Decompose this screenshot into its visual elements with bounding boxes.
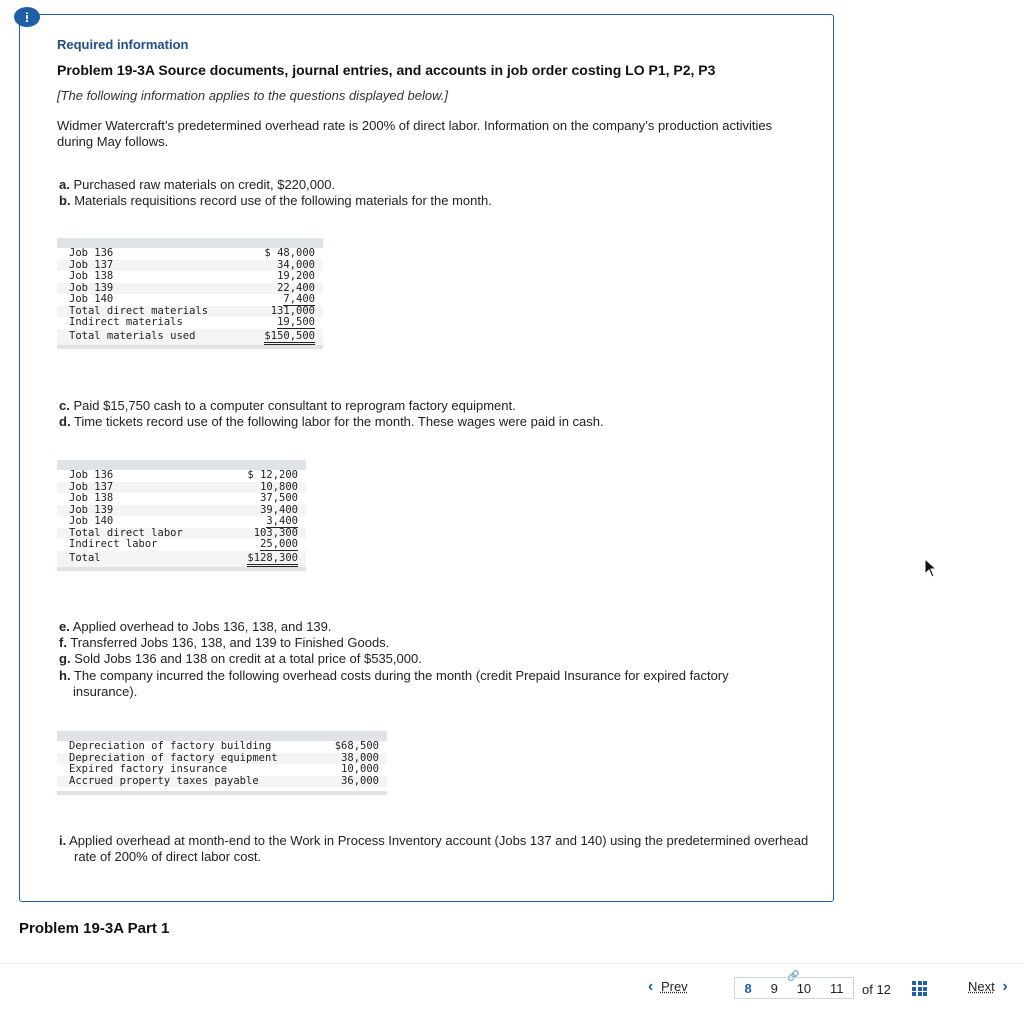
alert-icon: ! — [14, 7, 40, 27]
required-heading: Required information — [57, 37, 189, 52]
item-f: f. Transferred Jobs 136, 138, and 139 to Finished Goods. — [59, 635, 390, 650]
overhead-table: Depreciation of factory building $68,500 Depreciation of factory equipment 38,000 Expired factory insurance 10,000 Accrued property taxes payable 36,000 — [57, 731, 387, 795]
chevron-left-icon: ‹ — [648, 978, 654, 995]
info-note: [The following information applies to the questions displayed below.] — [57, 88, 448, 103]
mouse-cursor-icon — [924, 558, 938, 578]
intro-text: Widmer Watercraft’s predetermined overhead rate is 200% of direct labor. Information on the company’s production activities during May follows. — [57, 118, 773, 149]
page-9[interactable]: 9 — [770, 980, 778, 996]
item-c: c. Paid $15,750 cash to a computer consultant to reprogram factory equipment. — [59, 398, 516, 413]
item-g: g. Sold Jobs 136 and 138 on credit at a total price of $535,000. — [59, 651, 422, 666]
page-selector[interactable] — [734, 977, 854, 999]
chevron-right-icon: › — [1002, 978, 1008, 995]
prev-label: Prev — [660, 979, 688, 994]
item-b: b. Materials requisitions record use of the following materials for the month. — [59, 193, 492, 208]
item-a: a. Purchased raw materials on credit, $220,000. — [59, 177, 336, 192]
item-e: e. Applied overhead to Jobs 136, 138, and 139. — [59, 619, 332, 634]
part-title: Problem 19-3A Part 1 — [19, 920, 170, 937]
required-information-panel — [19, 14, 834, 902]
problem-title: Problem 19-3A Source documents, journal entries, and accounts in job order costing LO P1, P2, P3 — [57, 62, 716, 78]
grid-icon[interactable] — [912, 981, 927, 996]
item-i: i. Applied overhead at month-end to the Work in Process Inventory account (Jobs 137 and 140) using the predetermined overhead rate of 200% of direct labor cost. — [59, 833, 809, 864]
materials-table: Job 136 $ 48,000 Job 137 34,000 Job 138 19,200 Job 139 22,400 Job 140 7,400 Total direct materials 131,000 Indirect materials 19,500 Total materials used $150,500 — [57, 238, 323, 349]
next-label: Next — [968, 979, 995, 994]
item-d: d. Time tickets record use of the following labor for the month. These wages were paid in cash. — [59, 414, 604, 429]
page-11[interactable]: 11 — [830, 980, 844, 996]
item-h: h. The company incurred the following overhead costs during the month (credit Prepaid Insurance for expired factory insurance). — [59, 668, 729, 699]
labor-table: Job 136 $ 12,200 Job 137 10,800 Job 138 37,500 Job 139 39,400 Job 140 3,400 Total direct labor 103,300 Indirect labor 25,000 Total $128,300 — [57, 460, 306, 571]
page-10[interactable]: 10 — [796, 980, 812, 996]
prev-button[interactable] — [648, 978, 692, 996]
page-count: of 12 — [862, 982, 891, 997]
footer-divider — [0, 963, 1024, 964]
link-icon[interactable]: 🔗 — [787, 971, 800, 982]
page-8[interactable]: 8 — [744, 980, 752, 996]
next-button[interactable] — [964, 978, 1008, 996]
